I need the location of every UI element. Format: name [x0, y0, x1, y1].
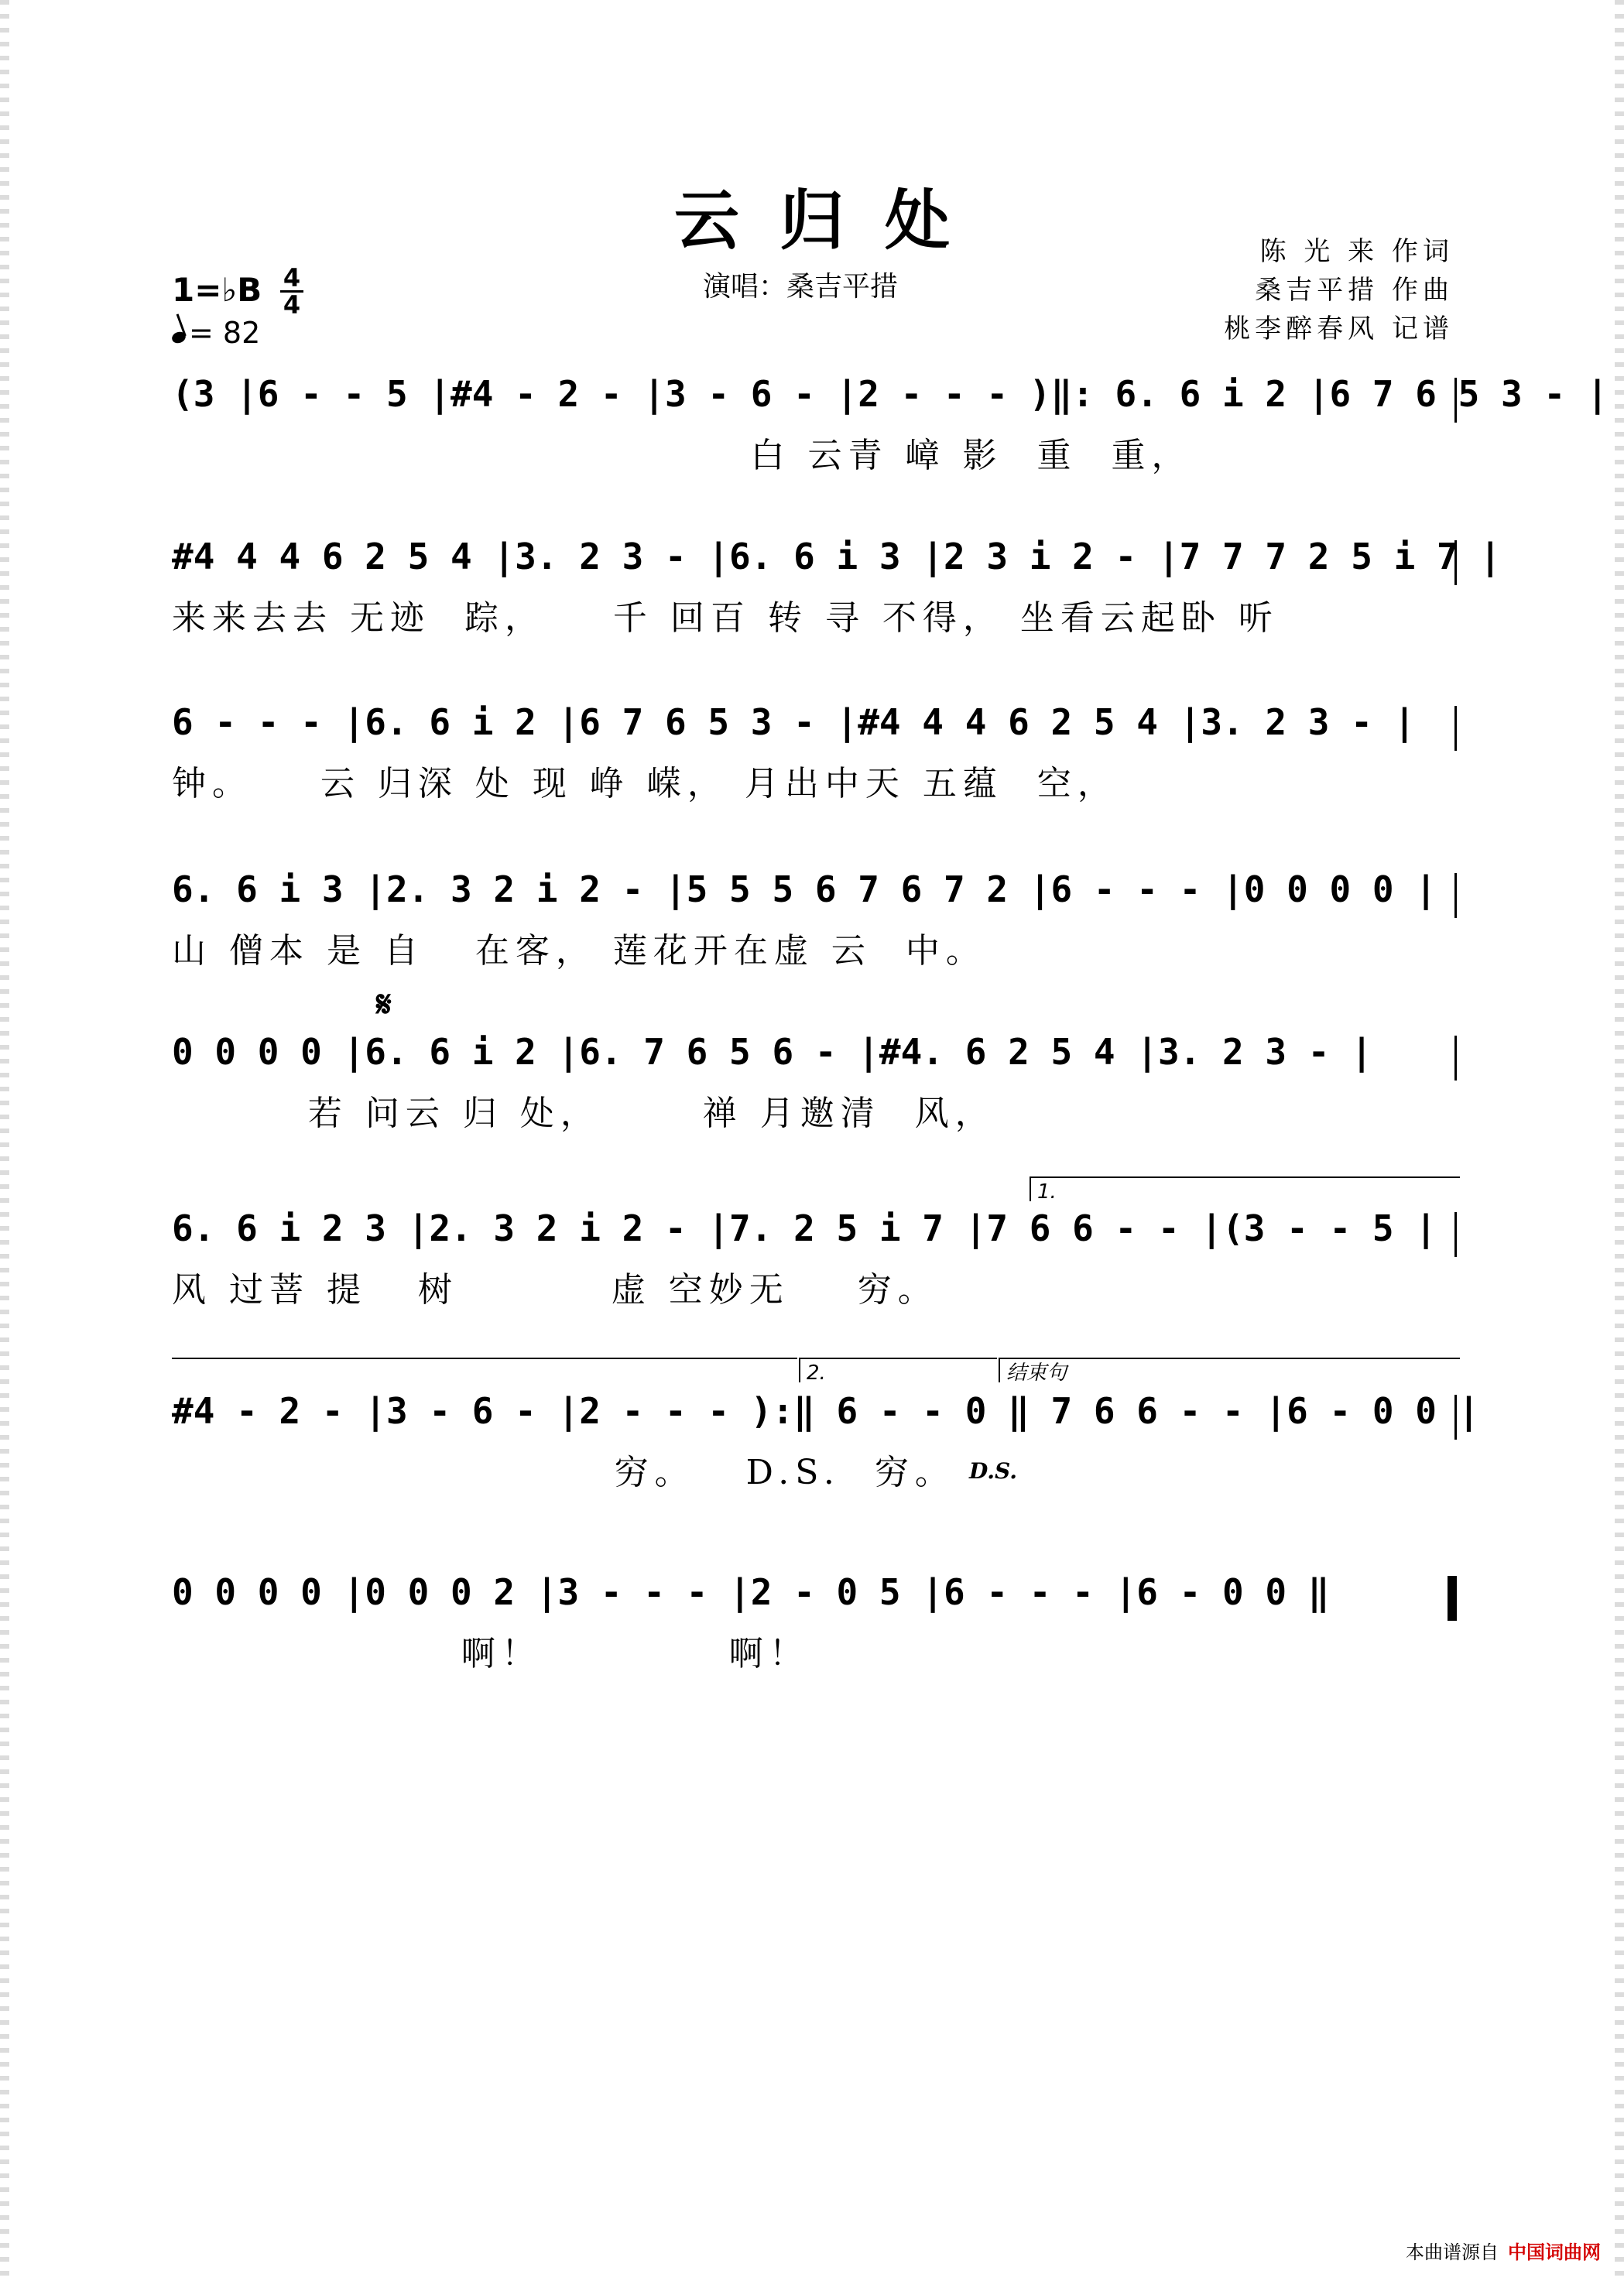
tempo-marking — [172, 316, 260, 350]
coda-ending-bracket: 结束句 — [999, 1358, 1460, 1382]
segno-icon: 𝄋 — [376, 983, 392, 1025]
score-system-7 — [172, 1390, 1480, 1492]
source-footer — [1406, 2237, 1601, 2264]
lyrics-line-8: 啊！ 啊！ — [172, 1634, 810, 1673]
second-ending-bracket: 2. — [799, 1358, 997, 1382]
lyricist-credit: 陈 光 来 作词 — [1259, 236, 1454, 267]
score-system-1 — [172, 373, 1609, 475]
composer-credit: 桑吉平措 作曲 — [1255, 275, 1454, 306]
notes-line-7: #4 - 2 - |3 - 6 - |2 - - - ):‖ 6 - - 0 ‖ 7 6 6 - - |6 - 0 0 | — [172, 1390, 1480, 1432]
notes-line-8: 0 0 0 0 |0 0 0 2 |3 - - - |2 - 0 5 |6 - - - |6 - 0 0 ‖ — [172, 1571, 1330, 1613]
right-edge-watermark — [1615, 0, 1624, 2281]
time-signature — [280, 263, 303, 320]
key-signature: 1=♭B — [172, 271, 262, 309]
lyrics-line-4: 山 僧本 是 自 在客， 莲花开在虚 云 中。 — [172, 931, 986, 971]
first-ending-continuation — [172, 1358, 797, 1382]
source-site-link[interactable]: 中国词曲网 — [1508, 2242, 1601, 2263]
final-barline — [1448, 1576, 1457, 1621]
left-edge-watermark — [0, 0, 9, 2281]
time-signature-bottom: 4 — [283, 290, 301, 320]
lyrics-line-6: 风 过菩 提 树 虚 空妙无 穷。 — [172, 1270, 938, 1310]
score-system-3 — [172, 701, 1457, 803]
notes-line-4: 6. 6 i 3 |2. 3 2 i 2 - |5 5 5 6 7 6 7 2 |6 - - - |0 0 0 0 | — [172, 868, 1437, 910]
score-system-6 — [172, 1207, 1457, 1310]
lyrics-line-3: 钟。 云 归深 处 现 峥 嵘， 月出中天 五蕴 空， — [172, 764, 1118, 803]
lyrics-line-1: 白 云青 嶂 影 重 重， — [172, 436, 1192, 475]
score-system-2 — [172, 536, 1502, 638]
transcriber-credit: 桃李醉春风 记谱 — [1224, 313, 1454, 344]
page-title: 云归处 — [673, 182, 990, 259]
tempo-value: = 82 — [189, 316, 261, 350]
notes-line-5: 0 0 0 0 |6. 6 i 2 |6. 7 6 5 6 - |#4. 6 2 5 4 |3. 2 3 - | — [172, 1031, 1372, 1073]
notes-line-3: 6 - - - |6. 6 i 2 |6 7 6 5 3 - |#4 4 4 6 2 5 4 |3. 2 3 - | — [172, 701, 1416, 743]
score-system-4 — [172, 868, 1457, 971]
quarter-note-icon — [170, 330, 187, 344]
singer-credit: 演唱：桑吉平措 — [703, 271, 899, 303]
score-system-5 — [172, 1031, 1457, 1133]
dal-segno-marking: D.S. — [969, 1458, 1018, 1484]
source-label: 本曲谱源自 — [1406, 2242, 1499, 2263]
lyrics-line-7: 穷。 D.S. 穷。 — [172, 1453, 955, 1492]
lyrics-line-2: 来来去去 无迹 踪， 千 回百 转 寻 不得， 坐看云起卧 听 — [172, 598, 1279, 638]
notes-line-2: #4 4 4 6 2 5 4 |3. 2 3 - |6. 6 i 3 |2 3 i 2 - |7 7 7 2 5 i 7 | — [172, 536, 1502, 577]
notes-line-6: 6. 6 i 2 3 |2. 3 2 i 2 - |7. 2 5 i 7 |7 6 6 - - |(3 - - 5 | — [172, 1207, 1437, 1249]
notes-line-1: (3 |6 - - 5 |#4 - 2 - |3 - 6 - |2 - - - )‖: 6. 6 i 2 |6 7 6 5 3 - | — [172, 373, 1609, 415]
credits-block — [1224, 232, 1454, 348]
lyrics-line-5: 若 问云 归 处， 禅 月邀清 风， — [172, 1094, 995, 1133]
time-signature-top: 4 — [283, 263, 301, 293]
score-system-8 — [172, 1571, 1457, 1673]
first-ending-bracket: 1. — [1030, 1176, 1460, 1201]
